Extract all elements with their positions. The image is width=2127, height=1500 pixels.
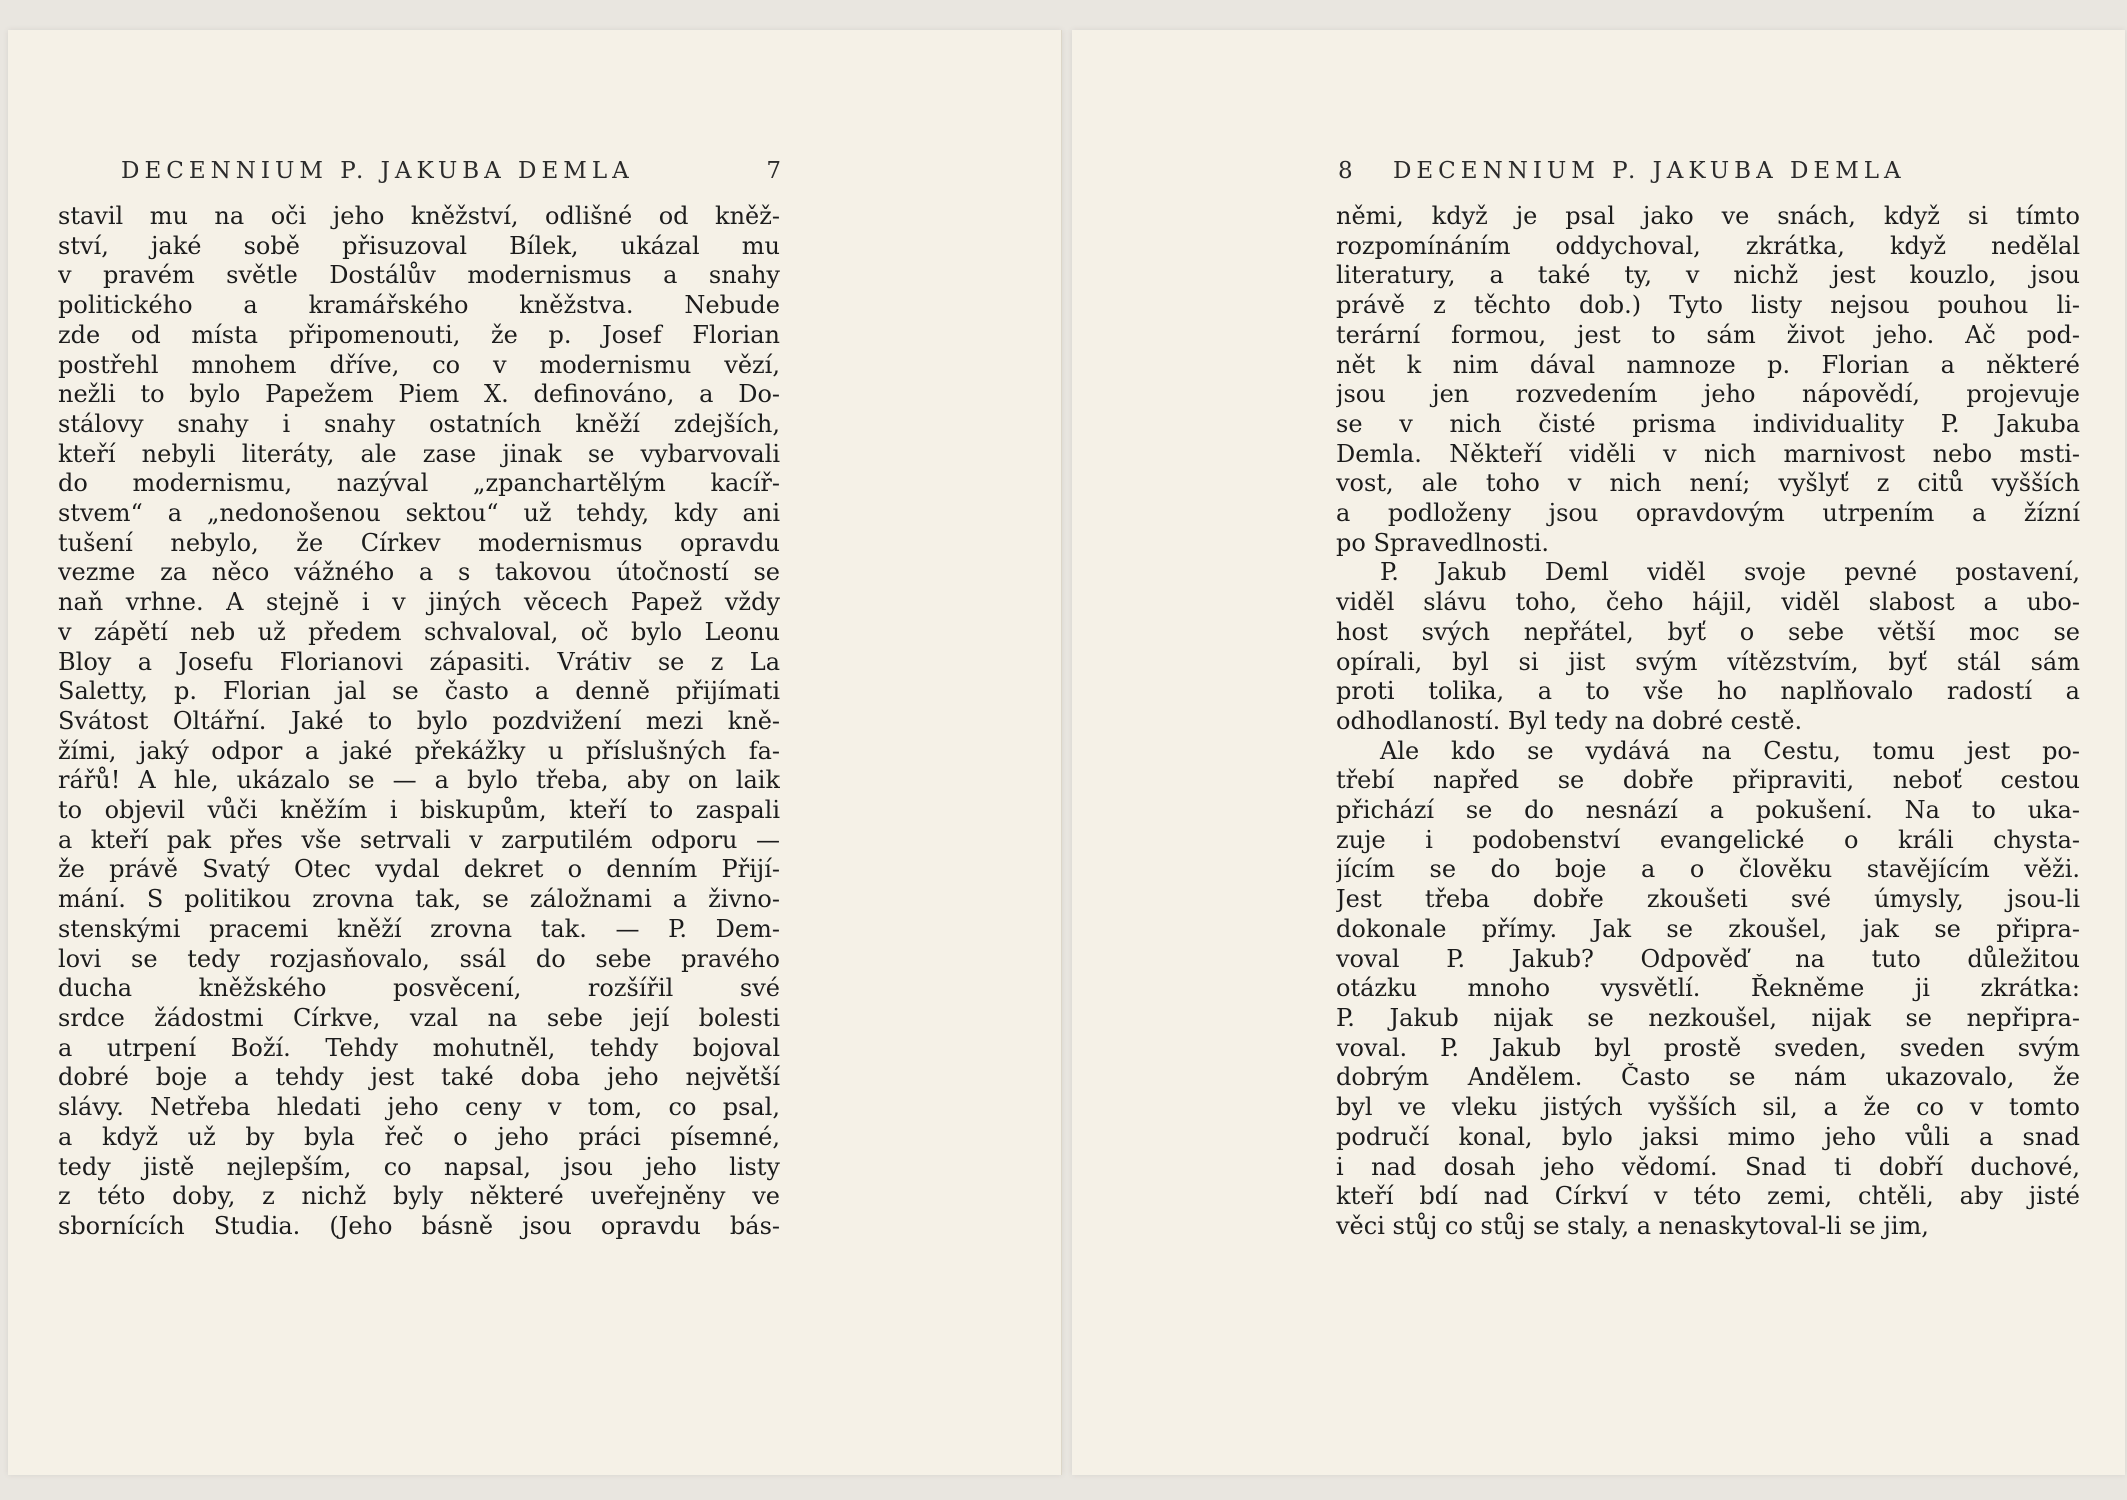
text-line: v zápětí neb už předem schvaloval, oč bylo Leonu [58, 617, 780, 646]
text-line: z této doby, z nichž byly některé uveřejněny ve [58, 1182, 780, 1211]
text-line: jsou jen rozvedením jeho nápovědí, projevuje [1336, 380, 2080, 409]
text-line: a kteří pak přes vše setrvali v zarputilém odporu — [58, 825, 780, 854]
text-line: Saletty, p. Florian jal se často a denně přijímati [58, 677, 780, 706]
text-line: proti tolika, a to vše ho naplňovalo radostí a [1336, 677, 2080, 706]
text-line: stavil mu na oči jeho kněžství, odlišné od kněž- [58, 202, 780, 230]
text-line: zde od místa připomenouti, že p. Josef Florian [58, 320, 780, 349]
text-line: rozpomínáním oddychoval, zkrátka, když nedělal [1336, 231, 2080, 260]
text-line: to objevil vůči kněžím i biskupům, kteří to zaspali [58, 796, 780, 825]
right-page [1072, 30, 2125, 1475]
left-page-number: 7 [766, 158, 781, 184]
right-page-body [1336, 202, 2080, 1242]
text-line: věci stůj co stůj se staly, a nenaskytoval-li se jim, [1336, 1211, 1929, 1240]
text-line: naň vrhne. A stejně i v jiných věcech Papež vždy [58, 588, 780, 617]
left-page-body [58, 202, 780, 1242]
text-line: viděl slávu toho, čeho hájil, viděl slabost a ubo- [1336, 588, 2080, 617]
text-line: sbornících Studia. (Jeho básně jsou opravdu bás- [58, 1211, 780, 1240]
text-line: kteří nebyli literáty, ale zase jinak se vybarvovali [58, 439, 780, 468]
text-line: zuje i podobenství evangelické o králi chysta- [1336, 825, 2080, 854]
text-line: vezme za něco vážného a s takovou útočností se [58, 558, 780, 587]
text-line: rářů! A hle, ukázalo se — a bylo třeba, aby on laik [58, 766, 780, 795]
text-line: ducha kněžského posvěcení, rozšířil své [58, 974, 780, 1003]
text-line: v pravém světle Dostálův modernismus a snahy [58, 261, 780, 290]
text-line: nežli to bylo Papežem Piem X. definováno, a Do- [58, 380, 780, 409]
text-line: slávy. Netřeba hledati jeho ceny v tom, co psal, [58, 1093, 780, 1122]
text-line: tedy jistě nejlepším, co napsal, jsou jeho listy [58, 1152, 780, 1181]
text-line: němi, když je psal jako ve snách, když si tímto [1336, 202, 2080, 230]
text-line: stenskými pracemi kněží zrovna tak. — P. Dem- [58, 914, 780, 943]
text-line: nět k nim dával namnoze p. Florian a některé [1336, 350, 2080, 379]
text-line: kteří bdí nad Církví v této zemi, chtěli, aby jisté [1336, 1182, 2080, 1211]
text-line: byl ve vleku jistých vyšších sil, a že co v tomto [1336, 1093, 2080, 1122]
text-line: lovi se tedy rozjasňovalo, ssál do sebe pravého [58, 944, 780, 973]
right-running-head [1338, 158, 2078, 184]
text-line: odhodlaností. Byl tedy na dobré cestě. [1336, 706, 1803, 735]
text-line: srdce žádostmi Církve, vzal na sebe její bolesti [58, 1003, 780, 1032]
text-line: host svých nepřátel, byť o sebe větší moc se [1336, 617, 2080, 646]
text-line: P. Jakub nijak se nezkoušel, nijak se nepřipra- [1336, 1003, 2080, 1032]
right-running-head-title: DECENNIUM P. JAKUBA DEMLA [1392, 158, 1906, 184]
text-line: třebí napřed se dobře připraviti, neboť cestou [1336, 766, 2080, 795]
text-line: ství, jaké sobě přisuzoval Bílek, ukázal mu [58, 231, 780, 260]
text-line: otázku mnoho vysvětlí. Řekněme ji zkrátka: [1336, 974, 2080, 1003]
text-line: opírali, byl si jist svým vítězstvím, byť stál sám [1336, 647, 2080, 676]
text-line: mání. S politikou zrovna tak, se záložnami a živno- [58, 885, 780, 914]
text-line: tušení nebylo, že Církev modernismus opravdu [58, 528, 780, 557]
text-line: stvem“ a „nedonošenou sektou“ už tehdy, kdy ani [58, 499, 780, 528]
text-line: po Spravedlnosti. [1336, 528, 1549, 557]
left-running-head [121, 158, 781, 184]
text-line: P. Jakub Deml viděl svoje pevné postavení, [1380, 558, 2080, 587]
text-line: do modernismu, nazýval „zpanchartělým kacíř- [58, 469, 780, 498]
text-line: voval. P. Jakub byl prostě sveden, sveden svým [1336, 1033, 2080, 1062]
text-line: politického a kramářského kněžstva. Nebude [58, 291, 780, 320]
text-line: a když už by byla řeč o jeho práci písemné, [58, 1122, 780, 1151]
text-line: postřehl mnohem dříve, co v modernismu vězí, [58, 350, 780, 379]
text-line: područí konal, bylo jaksi mimo jeho vůli a snad [1336, 1122, 2080, 1151]
text-line: že právě Svatý Otec vydal dekret o denním Přijí- [58, 855, 780, 884]
text-line: literatury, a také ty, v nichž jest kouzlo, jsou [1336, 261, 2080, 290]
text-line: právě z těchto dob.) Tyto listy nejsou pouhou li- [1336, 291, 2080, 320]
text-line: přichází se do nesnází a pokušení. Na to uka- [1336, 796, 2080, 825]
text-line: Svátost Oltářní. Jaké to bylo pozdvižení mezi kně- [58, 706, 780, 735]
text-line: a utrpení Boží. Tehdy mohutněl, tehdy bojoval [58, 1033, 780, 1062]
text-line: Ale kdo se vydává na Cestu, tomu jest po- [1380, 736, 2080, 765]
text-line: dobré boje a tehdy jest také doba jeho největší [58, 1063, 780, 1092]
left-running-head-title: DECENNIUM P. JAKUBA DEMLA [121, 158, 634, 184]
text-line: Demla. Někteří viděli v nich marnivost nebo msti- [1336, 439, 2080, 468]
text-line: Jest třeba dobře zkoušeti své úmysly, jsou-li [1336, 885, 2080, 914]
text-line: terární formou, jest to sám život jeho. Ač pod- [1336, 320, 2080, 349]
text-line: vost, ale toho v nich není; vyšlyť z citů vyšších [1336, 469, 2080, 498]
right-page-number: 8 [1338, 158, 1353, 184]
text-line: stálovy snahy i snahy ostatních kněží zdejších, [58, 409, 780, 438]
text-line: voval P. Jakub? Odpověď na tuto důležitou [1336, 944, 2080, 973]
left-page [8, 30, 1062, 1475]
text-line: dobrým Andělem. Často se nám ukazovalo, že [1336, 1063, 2080, 1092]
text-line: se v nich čisté prisma individuality P. Jakuba [1336, 409, 2080, 438]
text-line: i nad dosah jeho vědomí. Snad ti dobří duchové, [1336, 1152, 2080, 1181]
text-line: jícím se do boje a o člověku stavějícím věži. [1336, 855, 2080, 884]
text-line: dokonale přímy. Jak se zkoušel, jak se připra- [1336, 914, 2080, 943]
text-line: Bloy a Josefu Florianovi zápasiti. Vrátiv se z La [58, 647, 780, 676]
text-line: a podloženy jsou opravdovým utrpením a žízní [1336, 499, 2080, 528]
text-line: žími, jaký odpor a jaké překážky u příslušných fa- [58, 736, 780, 765]
